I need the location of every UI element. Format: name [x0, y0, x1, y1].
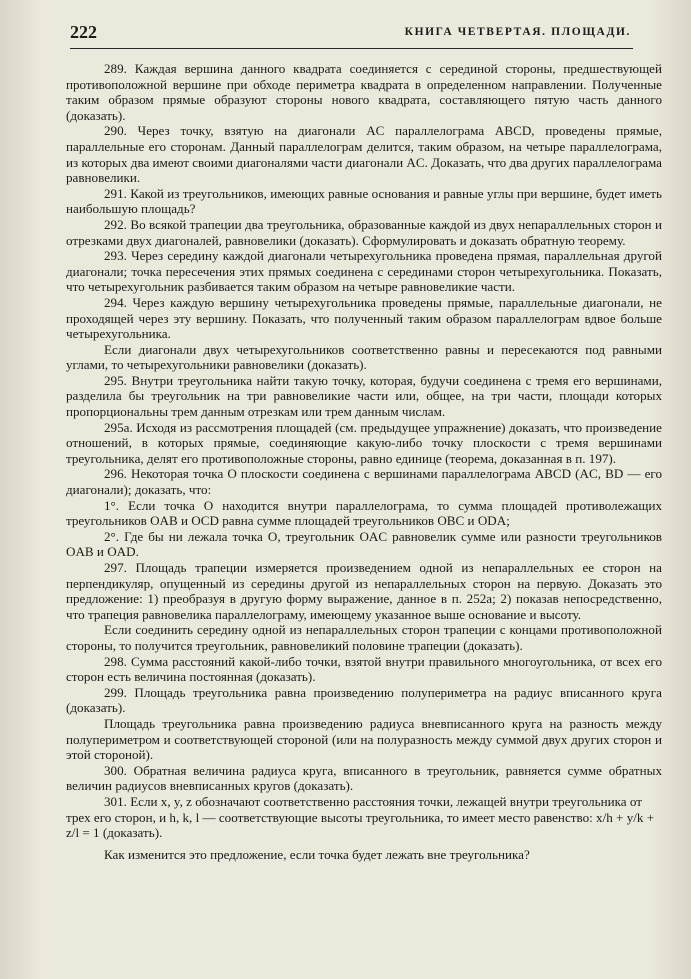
paragraph-298: 298. Сумма расстояний какой-либо точки, взятой внутри правильного многоугольника, от всех его сторон есть величина постоянная (доказать).	[66, 653, 662, 685]
paragraph-301-question: Как изменится это предложение, если точка будет лежать вне треугольника?	[104, 846, 530, 862]
paragraph-294-note: Если диагонали двух четырехугольников соответственно равны и пересекаются под равными углами, то четырехугольники равновелики (доказать).	[66, 341, 662, 373]
paragraph-292: 292. Во всякой трапеции два треугольника, образованные каждой из двух непараллельных сторон и отрезками двух диагоналей, равновелики (доказать). Сформулировать и доказать обратную теорему.	[66, 216, 662, 248]
paragraph-289: 289. Каждая вершина данного квадрата соединяется с серединой стороны, предшествующей противоположной вершине при обходе периметра квадрата в определенном направлении. Полученные таким образом прямые образуют стороны нового квадрата, составляющего пятую часть данного (доказать).	[66, 61, 662, 123]
page-body	[66, 61, 662, 862]
paragraph-295: 295. Внутри треугольника найти такую точку, которая, будучи соединена с тремя его вершинами, разделила бы треугольник на три равновеликие части или, общее, на три части, площади которых пропорциональны трем данным отрезкам или трем данным числам.	[66, 372, 662, 420]
paragraph-290: 290. Через точку, взятую на диагонали AC параллелограма ABCD, проведены прямые, параллельные его сторонам. Данный параллелограм делится, таким образом, на четыре параллелограма, из которых два имеют своими диагоналями части диагонали AC. Доказать, что два других параллелограма равновелики.	[66, 123, 662, 186]
paragraph-296-part-2: 2°. Где бы ни лежала точка O, треугольник OAC равновелик сумме или разности треугольников OAB и OAD.	[66, 528, 662, 560]
paragraph-293: 293. Через середину каждой диагонали четырехугольника проведена прямая, параллельная другой диагонали; точка пересечения этих прямых соединена с серединами сторон четырехугольника. Показать, что четырехугольник разбивается таким образом на четыре равновеликие части.	[66, 248, 662, 295]
paragraph-296-part-1: 1°. Если точка O находится внутри параллелограма, то сумма площадей противолежащих треугольников OAB и OCD равна сумме площадей треугольников OBC и ODA;	[66, 497, 662, 529]
paragraph-295a: 295a. Исходя из рассмотрения площадей (см. предыдущее упражнение) доказать, что произведение отношений, в которых прямые, соединяющие какую-либо точку плоскости с тремя вершинами треугольника, делят его противоположные стороны, равно единице (теорема, доказанная в п. 197).	[66, 419, 662, 466]
page-number: 222	[70, 22, 97, 42]
paragraph-296: 296. Некоторая точка O плоскости соединена с вершинами параллелограма ABCD (AC, BD — его диагонали); доказать, что:	[66, 466, 662, 498]
paragraph-297: 297. Площадь трапеции измеряется произведением одной из непараллельных ее сторон на перпендикуляр, опущенный из середины другой из непараллельных сторон на первую. Доказать это предложение: 1) преобразуя в другую форму выражение, данное в п. 252a; 2) показав непосредственно, что трапеция равновелика параллелограму, имеющему указанное выше основание и высоту.	[66, 560, 662, 622]
paragraph-291: 291. Какой из треугольников, имеющих равные основания и равные углы при вершине, будет иметь наибольшую площадь?	[66, 185, 662, 217]
page-header	[70, 22, 631, 48]
header-rule	[70, 48, 633, 49]
paragraph-299: 299. Площадь треугольника равна произведению полупериметра на радиус вписанного круга (доказать).	[66, 684, 662, 716]
paragraph-299-note: Площадь треугольника равна произведению радиуса вневписанного круга на разность между полупериметром и соответствующей стороной (или на полуразность между суммой двух других сторон и этой стороной).	[66, 715, 662, 763]
paragraph-300: 300. Обратная величина радиуса круга, вписанного в треугольник, равняется сумме обратных величин радиусов вневписанных кругов (доказать).	[66, 762, 662, 794]
paragraph-297-note: Если соединить середину одной из непараллельных сторон трапеции с концами противоположной стороны, то получится треугольник, равновеликий половине трапеции (доказать).	[66, 622, 662, 653]
running-head: КНИГА ЧЕТВЕРТАЯ. ПЛОЩАДИ.	[404, 26, 631, 38]
paragraph-301: 301. Если x, y, z обозначают соответственно расстояния точки, лежащей внутри треугольника от трех его сторон, и h, k, l — соответствующие высоты треугольника, то имеет место равенство: x/h + y/k + z/l = 1 (доказать).	[66, 793, 655, 841]
paragraph-294: 294. Через каждую вершину четырехугольника проведены прямые, параллельные диагонали, не проходящей через эту вершину. Показать, что полученный таким образом параллелограм вдвое больше четырехугольника.	[66, 294, 662, 342]
